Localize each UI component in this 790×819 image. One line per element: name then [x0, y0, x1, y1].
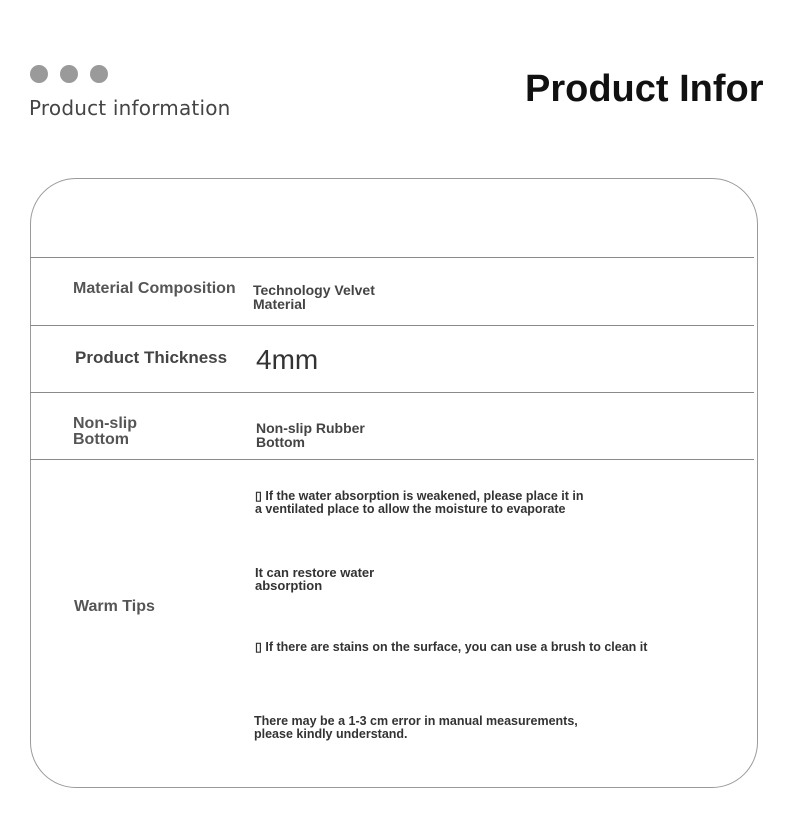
divider — [30, 325, 754, 326]
bottom-label: Non-slip Bottom — [73, 415, 137, 448]
tips-label: Warm Tips — [74, 598, 155, 615]
dot — [90, 65, 108, 83]
material-label: Material Composition — [73, 280, 236, 297]
thickness-value: 4mm — [256, 344, 319, 375]
divider — [30, 459, 754, 460]
thickness-label: Product Thickness — [75, 348, 228, 367]
tip-item: ▯ If the water absorption is weakened, please place it in a ventilated place to allow the moisture to evaporate — [255, 489, 584, 516]
info-card — [30, 178, 758, 788]
dot — [30, 65, 48, 83]
section-subtitle: Product information — [29, 96, 231, 120]
divider — [30, 257, 754, 258]
divider — [30, 392, 754, 393]
tip-item: It can restore water absorption — [255, 565, 375, 593]
material-value: Technology Velvet Material — [253, 282, 375, 312]
tip-item: There may be a 1-3 cm error in manual measurements, please kindly understand. — [254, 714, 578, 741]
tip-item: ▯ If there are stains on the surface, you can use a brush to clean it — [255, 640, 648, 654]
page-title: Product Infor — [525, 68, 764, 110]
bottom-value: Non-slip Rubber Bottom — [256, 420, 365, 450]
decorative-dots — [30, 65, 108, 83]
dot — [60, 65, 78, 83]
